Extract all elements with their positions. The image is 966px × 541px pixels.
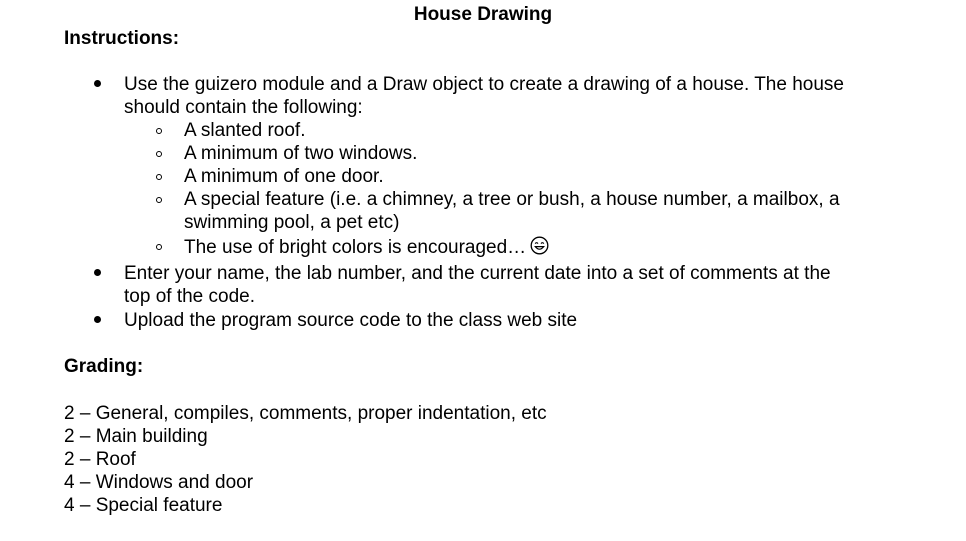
grading-item: 2 – Roof xyxy=(64,449,136,470)
grading-item: 4 – Special feature xyxy=(64,495,223,516)
grading-item: 2 – Main building xyxy=(64,426,208,447)
smiley-face-icon xyxy=(530,236,549,255)
grading-item: 4 – Windows and door xyxy=(64,472,254,493)
subitem-door: A minimum of one door. xyxy=(184,166,384,187)
instruction-bullet-1-line-1: Use the guizero module and a Draw object to create a drawing of a house. The house xyxy=(124,74,844,95)
instructions-heading: Instructions: xyxy=(64,28,180,49)
sub-bullet-marker xyxy=(156,244,162,250)
subitem-colors-text: The use of bright colors is encouraged… xyxy=(184,237,527,258)
bullet-marker xyxy=(94,316,101,323)
instruction-bullet-2-line-2: top of the code. xyxy=(124,286,255,307)
bullet-marker xyxy=(94,80,101,87)
bullet-marker xyxy=(94,269,101,276)
page-title: House Drawing xyxy=(413,4,553,25)
sub-bullet-marker xyxy=(156,128,162,134)
sub-bullet-marker xyxy=(156,174,162,180)
instruction-bullet-2-line-1: Enter your name, the lab number, and the current date into a set of comments at the xyxy=(124,263,831,284)
sub-bullet-marker xyxy=(156,151,162,157)
grading-heading: Grading: xyxy=(64,356,144,377)
sub-bullet-marker xyxy=(156,197,162,203)
subitem-special-line-2: swimming pool, a pet etc) xyxy=(184,212,400,233)
subitem-colors xyxy=(184,236,549,259)
instruction-bullet-3-line-1: Upload the program source code to the class web site xyxy=(124,310,578,331)
subitem-roof: A slanted roof. xyxy=(184,120,306,141)
instruction-bullet-1-line-2: should contain the following: xyxy=(124,97,363,118)
subitem-windows: A minimum of two windows. xyxy=(184,143,418,164)
grading-item: 2 – General, compiles, comments, proper indentation, etc xyxy=(64,403,547,424)
subitem-special-line-1: A special feature (i.e. a chimney, a tree or bush, a house number, a mailbox, a xyxy=(184,189,840,210)
